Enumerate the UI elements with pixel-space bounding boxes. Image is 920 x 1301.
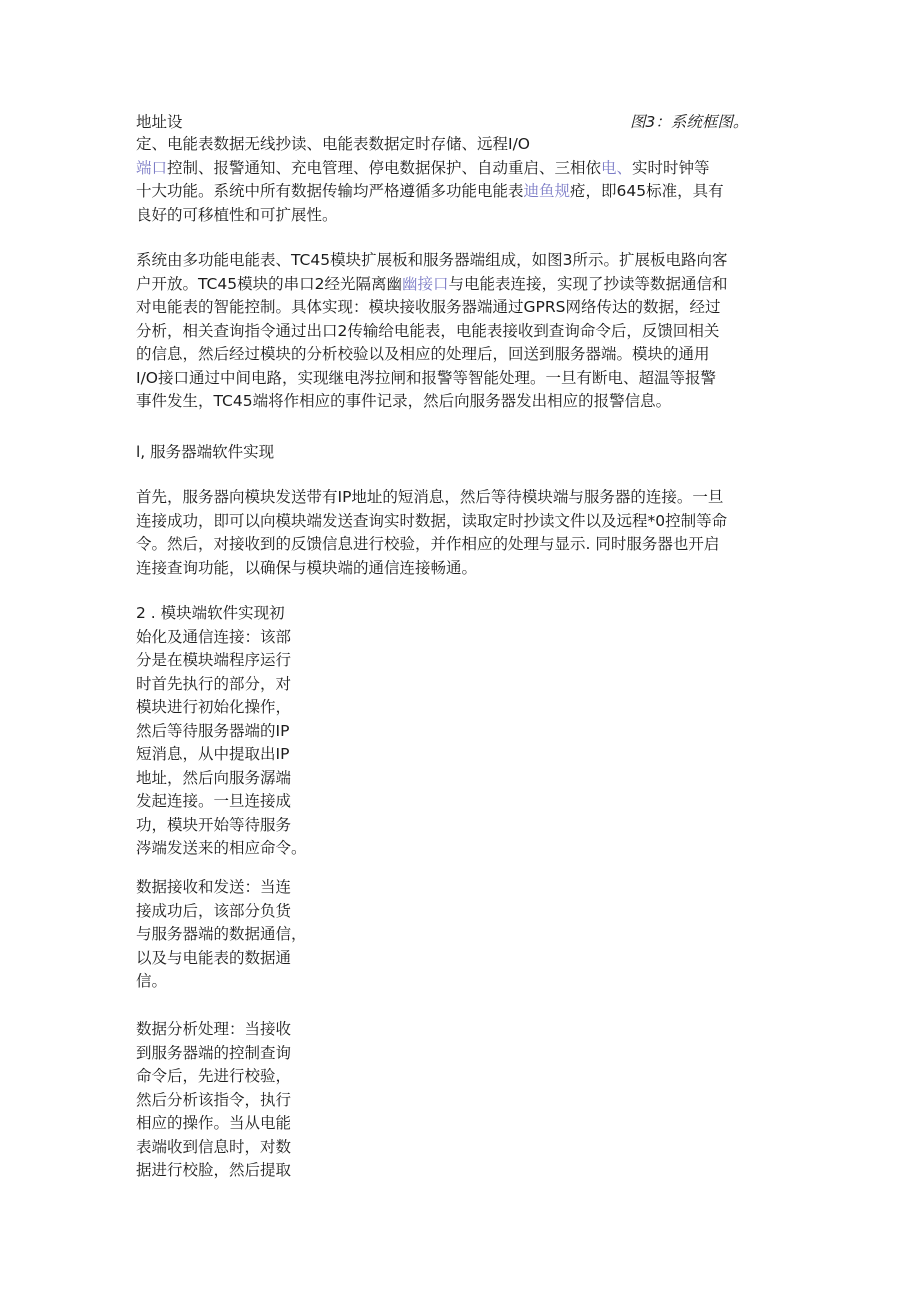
text-line: 表端收到信息时，对数 xyxy=(136,1137,292,1156)
text-span: 控制、报警通知、充电管理、停电数据保护、自动重启、三相依 xyxy=(167,158,602,177)
text-line: 到服务器端的控制查询 xyxy=(136,1043,292,1062)
text-line: 然后分析该指令，执行 xyxy=(136,1090,292,1109)
text-line xyxy=(136,157,724,181)
text-span: 户开放。TC45模块的串口2经光隔离幽 xyxy=(136,274,402,293)
text-line: 连接成功，即可以向模块端发送查询实时数据，读取定时抄读文件以及远程*0控制等命 xyxy=(136,511,728,530)
text-line: 对电能表的智能控制。具体实现：模块接收服务器端通过GPRS网络传达的数据，经过 xyxy=(136,298,721,316)
figure-caption: 图3：系统框图。 xyxy=(630,113,749,131)
data-transfer-paragraph xyxy=(136,876,307,994)
text-line xyxy=(136,273,728,297)
text-line: 然后等待服务器端的IP xyxy=(136,721,290,740)
text-line: 地址，然后向服务潺端 xyxy=(136,768,292,787)
text-line: 定、电能表数据无线抄读、电能表数据定时存储、远程I/O xyxy=(136,135,530,153)
text-line: 令。然后，对接收到的反馈信息进行校验，并作相应的处理与显示. 同时服务器也开启 xyxy=(136,535,720,553)
text-line: 命令后，先进行校验， xyxy=(136,1067,292,1085)
section-heading xyxy=(136,441,274,465)
text-line: I/O接口通过中间电路，实现继电涔拉闸和报警等智能处理。一旦有断电、超温等报警 xyxy=(136,368,716,387)
intro-first-line: 地址设 xyxy=(136,113,183,131)
text-line: 相应的操作。当从电能 xyxy=(136,1114,292,1132)
text-line: 模块进行初始化操作， xyxy=(136,698,292,716)
text-line: 2 . 模块端软件实现初 xyxy=(136,604,285,622)
text-line: 数据接收和发送：当连 xyxy=(136,878,292,896)
text-line: 功，模块开始等待服务 xyxy=(136,815,292,834)
intro-paragraph xyxy=(136,133,724,227)
server-paragraph xyxy=(136,486,727,580)
highlight-text: 端口 xyxy=(136,158,168,177)
text-span: 与电能表连接，实现了抄读等数据通信和 xyxy=(448,274,728,293)
text-span: 十大功能。系统中所有数据传输均严格遵循多功能电能表 xyxy=(136,182,524,200)
text-line: 良好的可移植性和可扩展性。 xyxy=(136,205,338,224)
text-line: 涔端发送来的相应命令。 xyxy=(136,839,307,857)
text-line: 据进行校脸，然后提取 xyxy=(136,1161,292,1179)
highlight-text: 电、 xyxy=(601,158,633,177)
heading-text: l, 服务器端软件实现 xyxy=(136,443,275,461)
text-line: 的信息，然后经过模块的分析校验以及相应的处理后，回送到服务器端。模块的通用 xyxy=(136,345,710,363)
module-paragraph xyxy=(136,602,307,861)
text-line: 短消息，从中提取出IP xyxy=(136,745,290,763)
text-line: 信。 xyxy=(136,972,168,990)
text-line: 分是在模块端程序运行 xyxy=(136,651,292,669)
text-line: 系统由多功能电能表、TC45模块扩展板和服务器端组成，如图3所示。扩展板电路向客 xyxy=(136,251,728,269)
system-paragraph xyxy=(136,249,728,414)
text-line: 分析，相关查询指令通过出口2传输给电能表，电能表接收到查询命令后，反馈回相关 xyxy=(136,321,720,340)
data-analysis-paragraph xyxy=(136,1018,291,1183)
text-line: 以及与电能表的数据通 xyxy=(136,948,292,967)
text-line: 与服务器端的数据通信， xyxy=(136,925,307,943)
highlight-text: 迪鱼规 xyxy=(523,182,571,200)
text-line: 始化及通信连接：该部 xyxy=(136,627,292,646)
text-line: 时首先执行的部分，对 xyxy=(136,674,292,693)
text-span: 实时时钟等 xyxy=(632,158,710,177)
text-line: 连接查询功能，以确保与模块端的通信连接畅通。 xyxy=(136,558,478,577)
text-line: 事件发生，TC45端将作相应的事件记录，然后向服务器发出相应的报警信息。 xyxy=(136,392,672,410)
text-span: 疮，即645标准，具有 xyxy=(570,182,724,200)
text-line xyxy=(136,180,724,204)
text-line: 发起连接。一旦连接成 xyxy=(136,792,292,810)
text-line: 接成功后，该部分负货 xyxy=(136,901,292,920)
text-line: 数据分析处理：当接收 xyxy=(136,1020,292,1038)
text-line: 首先，服务器向模块发送带有IP地址的短消息，然后等待模块端与服务器的连接。一旦 xyxy=(136,488,724,506)
highlight-text: 幽接口 xyxy=(401,274,449,293)
